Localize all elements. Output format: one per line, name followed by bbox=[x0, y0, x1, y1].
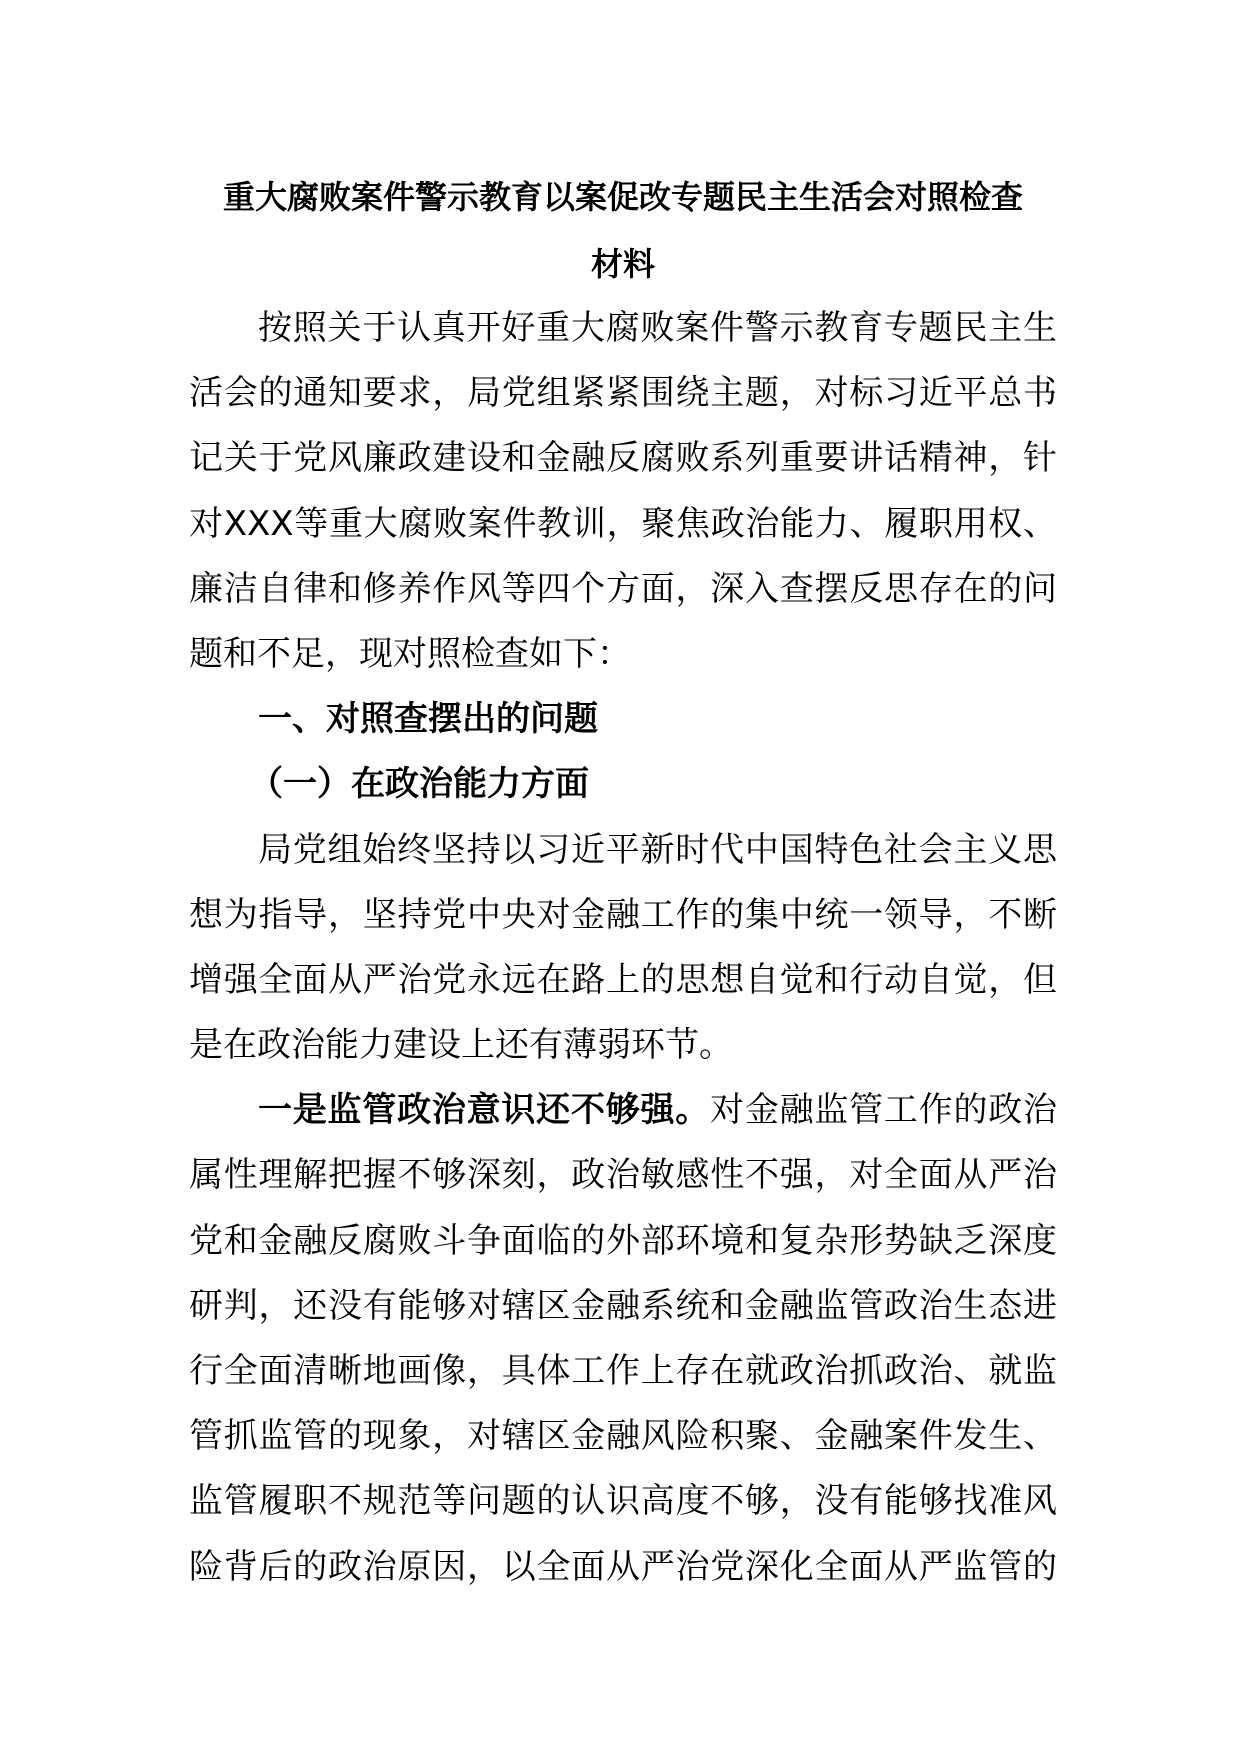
title-line-1: 重大腐败案件警示教育以案促改专题民主生活会对照检查 bbox=[222, 178, 1023, 216]
intro-paragraph bbox=[189, 296, 1057, 687]
text-line: 管抓监管的现象，对辖区金融风险积聚、金融案件发生、 bbox=[189, 1416, 1057, 1457]
text-line: 想为指导，坚持党中央对金融工作的集中统一领导，不断 bbox=[189, 894, 1057, 935]
text-line: 党和金融反腐败斗争面临的外部环境和复杂形势缺乏深度 bbox=[189, 1220, 1057, 1261]
text-line: 险背后的政治原因，以全面从严治党深化全面从严监管的 bbox=[189, 1546, 1057, 1587]
text-line: 增强全面从严治党永远在路上的思想自觉和行动自觉，但 bbox=[189, 959, 1057, 1000]
document-title bbox=[189, 164, 1057, 298]
text-line: 记关于党风廉政建设和金融反腐败系列重要讲话精神，针 bbox=[189, 438, 1057, 479]
text-line bbox=[189, 1078, 1057, 1143]
text-line: 活会的通知要求，局党组紧紧围绕主题，对标习近平总书 bbox=[189, 373, 1057, 414]
text-line: 按照关于认真开好重大腐败案件警示教育专题民主生 bbox=[258, 308, 1057, 348]
text-line: 研判，还没有能够对辖区金融系统和金融监管政治生态进 bbox=[189, 1285, 1057, 1326]
point-text: 对金融监管工作的政治 bbox=[710, 1090, 1057, 1131]
title-line-2: 材料 bbox=[590, 245, 655, 283]
text-line: 题和不足，现对照检查如下： bbox=[189, 633, 631, 674]
section-heading: 一、对照查摆出的问题 bbox=[258, 699, 598, 740]
text-line: 是在政治能力建设上还有薄弱环节。 bbox=[189, 1025, 733, 1066]
text-line: 对XXX等重大腐败案件教训，聚焦政治能力、履职用权、 bbox=[189, 503, 1057, 544]
document-body bbox=[189, 296, 1057, 1600]
text-line: 属性理解把握不够深刻，政治敏感性不强，对全面从严治 bbox=[189, 1155, 1057, 1196]
subsection-heading: （一）在政治能力方面 bbox=[249, 764, 589, 805]
text-line: 监管履职不规范等问题的认识高度不够，没有能够找准风 bbox=[189, 1481, 1057, 1522]
paragraph-point-one bbox=[189, 1078, 1057, 1600]
text-line: 行全面清晰地画像，具体工作上存在就政治抓政治、就监 bbox=[189, 1351, 1057, 1391]
text-line: 局党组始终坚持以习近平新时代中国特色社会主义思 bbox=[258, 829, 1057, 870]
paragraph-political-ability bbox=[189, 818, 1057, 1079]
point-lead: 一是监管政治意识还不够强。 bbox=[258, 1090, 711, 1131]
text-line: 廉洁自律和修养作风等四个方面，深入查摆反思存在的问 bbox=[189, 568, 1057, 609]
